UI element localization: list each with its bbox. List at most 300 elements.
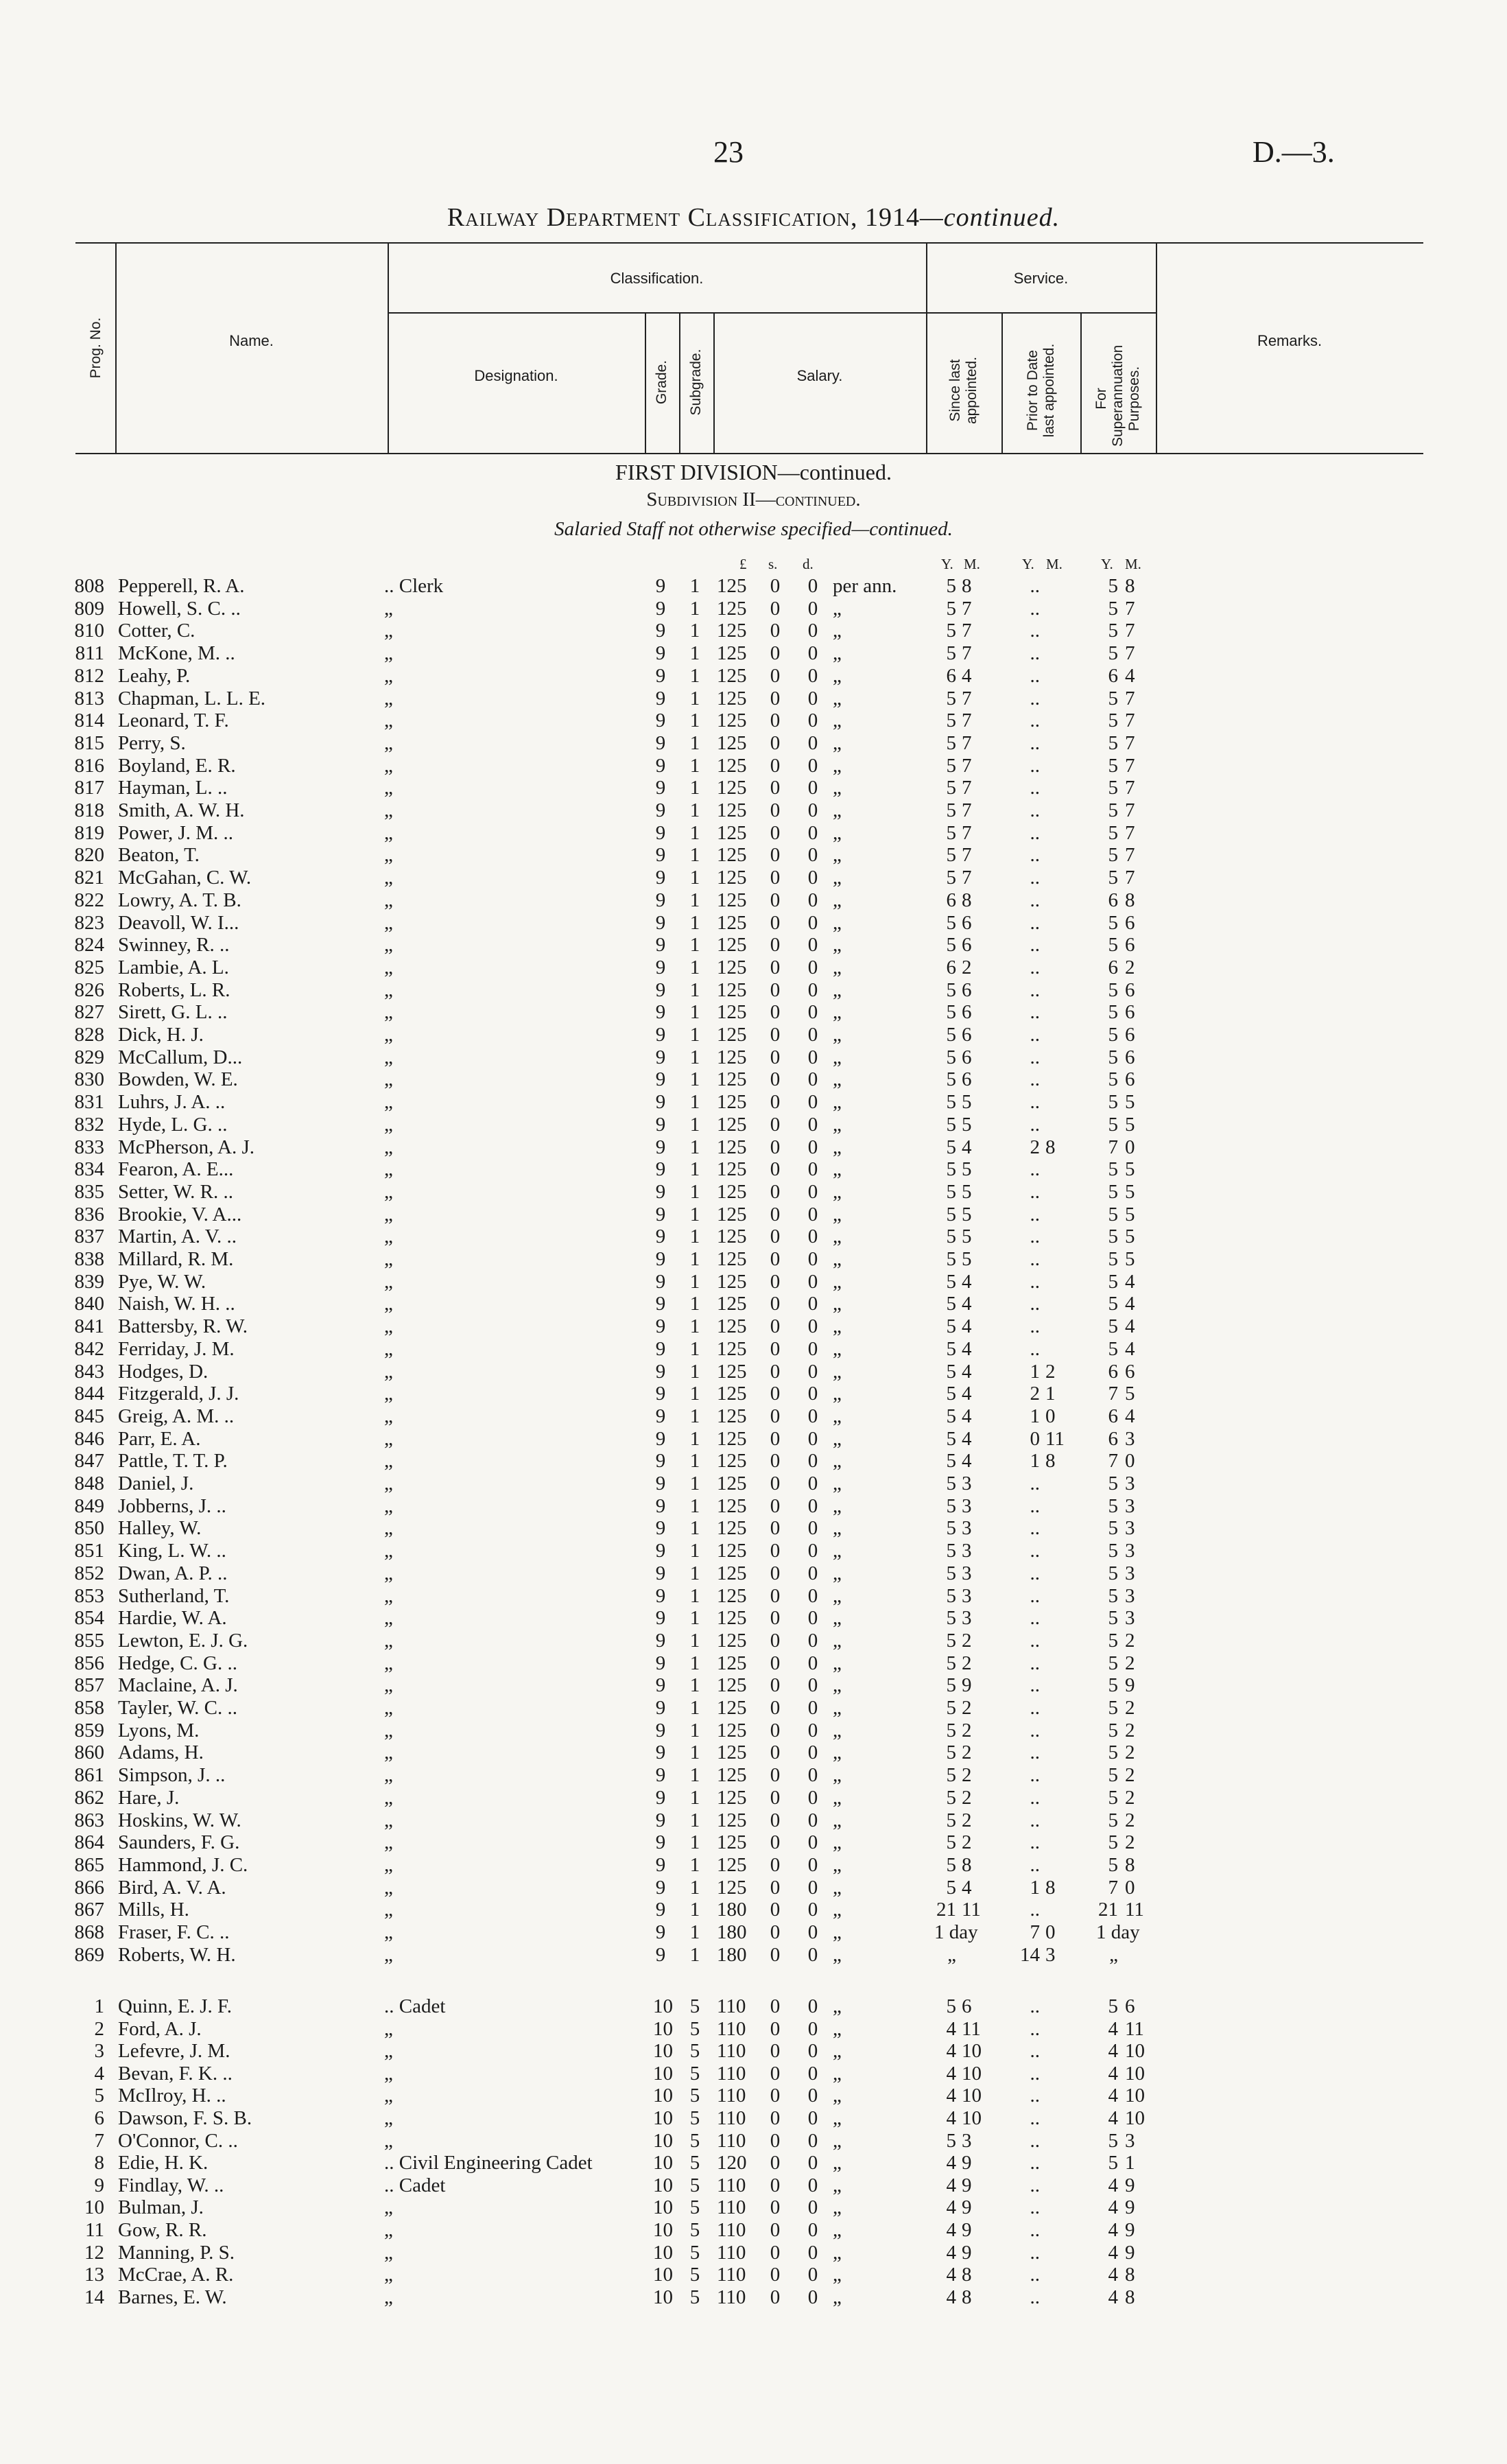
prior-months-cell: 8 bbox=[1045, 1450, 1056, 1472]
superannuation-years-cell: 5 bbox=[1108, 1652, 1118, 1674]
grade-cell: 10 bbox=[653, 2107, 673, 2129]
designation-cell: „ bbox=[384, 1270, 393, 1293]
grade-cell: 9 bbox=[655, 1450, 666, 1472]
salary-pounds-cell: 125 bbox=[717, 1225, 747, 1248]
superannuation-years-cell: 5 bbox=[1108, 687, 1118, 709]
name-cell: Sirett, G. L. .. bbox=[118, 1001, 228, 1024]
salary-per-cell: „ bbox=[833, 1248, 842, 1270]
subgrade-cell: 5 bbox=[689, 2196, 700, 2219]
subgrade-cell: 1 bbox=[689, 620, 700, 642]
salary-pence-cell: 0 bbox=[807, 1091, 818, 1114]
salary-per-cell: „ bbox=[833, 1876, 842, 1899]
designation-cell: „ bbox=[384, 821, 393, 844]
salary-per-cell: „ bbox=[833, 1540, 842, 1562]
subgrade-cell: 1 bbox=[689, 1405, 700, 1427]
superannuation-months-cell: 6 bbox=[1125, 1046, 1135, 1068]
superannuation-months-cell: 2 bbox=[1125, 1697, 1135, 1719]
since-last-years-cell: 4 bbox=[946, 2040, 956, 2063]
designation-cell: „ bbox=[384, 620, 393, 642]
prior-years-cell: .. bbox=[1030, 642, 1040, 665]
since-last-years-cell: 5 bbox=[946, 1360, 956, 1383]
superannuation-years-cell: 5 bbox=[1108, 597, 1118, 620]
since-last-years-cell: 5 bbox=[946, 1540, 956, 1562]
prior-years-cell: .. bbox=[1030, 1652, 1040, 1674]
grade-cell: 9 bbox=[655, 664, 666, 687]
since-last-years-cell: 5 bbox=[946, 1270, 956, 1293]
since-last-years-cell: 5 bbox=[946, 1629, 956, 1652]
grade-cell: 9 bbox=[655, 799, 666, 821]
subgrade-cell: 1 bbox=[689, 1383, 700, 1405]
prog-no-cell: 862 bbox=[74, 1786, 104, 1809]
superannuation-years-cell: 6 bbox=[1108, 956, 1118, 978]
salary-per-cell: „ bbox=[833, 1562, 842, 1584]
since-last-years-cell: 5 bbox=[946, 1674, 956, 1697]
prog-no-cell: 867 bbox=[74, 1899, 104, 1921]
salary-pence-cell: 0 bbox=[807, 620, 818, 642]
table-row bbox=[0, 2219, 1507, 2241]
table-row bbox=[0, 1338, 1507, 1360]
salary-shillings-cell: 0 bbox=[770, 1046, 781, 1068]
table-row bbox=[0, 2264, 1507, 2286]
prior-years-cell: .. bbox=[1030, 2017, 1040, 2040]
grade-cell: 9 bbox=[655, 1786, 666, 1809]
subgrade-cell: 1 bbox=[689, 1427, 700, 1450]
salary-pounds-cell: 125 bbox=[717, 777, 747, 799]
since-last-years-cell: 5 bbox=[946, 1876, 956, 1899]
since-last-years-cell: 5 bbox=[946, 1562, 956, 1584]
salary-pence-cell: 0 bbox=[807, 2040, 818, 2063]
unit-months-1: M. bbox=[964, 556, 980, 572]
salary-pence-cell: 0 bbox=[807, 1136, 818, 1158]
designation-cell: „ bbox=[384, 1248, 393, 1270]
salary-per-cell: „ bbox=[833, 867, 842, 889]
grade-cell: 9 bbox=[655, 1472, 666, 1494]
grade-cell: 9 bbox=[655, 1113, 666, 1136]
salary-per-cell: „ bbox=[833, 2085, 842, 2107]
grade-cell: 9 bbox=[655, 1494, 666, 1517]
designation-cell: „ bbox=[384, 2286, 393, 2308]
since-last-months-cell: 8 bbox=[962, 575, 972, 597]
prog-no-cell: 821 bbox=[74, 867, 104, 889]
designation-cell: „ bbox=[384, 1113, 393, 1136]
salary-per-cell: „ bbox=[833, 1091, 842, 1114]
salary-pounds-cell: 110 bbox=[717, 1995, 746, 2017]
superannuation-years-cell: 5 bbox=[1108, 1315, 1118, 1338]
prior-years-cell: .. bbox=[1030, 1831, 1040, 1854]
grade-cell: 10 bbox=[653, 2062, 673, 2085]
grade-cell: 9 bbox=[655, 1876, 666, 1899]
name-cell: Halley, W. bbox=[118, 1517, 202, 1540]
salary-pounds-cell: 110 bbox=[717, 2040, 746, 2063]
salary-pence-cell: 0 bbox=[807, 2264, 818, 2286]
salary-pounds-cell: 125 bbox=[717, 1024, 747, 1046]
name-cell: Howell, S. C. .. bbox=[118, 597, 241, 620]
designation-cell: „ bbox=[384, 1697, 393, 1719]
table-row bbox=[0, 1854, 1507, 1876]
designation-cell: „ bbox=[384, 1540, 393, 1562]
since-last-years-cell: 4 bbox=[946, 2219, 956, 2241]
prior-years-cell: .. bbox=[1030, 620, 1040, 642]
prog-no-cell: 852 bbox=[74, 1562, 104, 1584]
salary-per-cell: „ bbox=[833, 1360, 842, 1383]
salary-pounds-cell: 180 bbox=[717, 1921, 747, 1943]
table-row bbox=[0, 1741, 1507, 1763]
prog-no-cell: 866 bbox=[74, 1876, 104, 1899]
since-last-years-cell: 5 bbox=[946, 1315, 956, 1338]
salary-pounds-cell: 125 bbox=[717, 1046, 747, 1068]
superannuation-years-cell: 5 bbox=[1108, 1853, 1118, 1876]
salary-pounds-cell: 125 bbox=[717, 867, 747, 889]
header-superannuation: For Superannuation Purposes. bbox=[1093, 344, 1142, 447]
since-last-months-cell: 7 bbox=[962, 709, 972, 732]
name-cell: Hardie, W. A. bbox=[118, 1607, 227, 1630]
superannuation-months-cell: 8 bbox=[1125, 2264, 1135, 2286]
superannuation-years-cell: 5 bbox=[1108, 1517, 1118, 1540]
table-row bbox=[0, 1809, 1507, 1831]
since-last-months-cell: 6 bbox=[962, 1046, 972, 1068]
designation-cell: „ bbox=[384, 1203, 393, 1225]
table-row bbox=[0, 912, 1507, 934]
prog-no-cell: 857 bbox=[74, 1674, 104, 1697]
since-last-years-cell: „ bbox=[947, 1943, 956, 1966]
salary-per-cell: „ bbox=[833, 1203, 842, 1225]
salary-pounds-cell: 125 bbox=[717, 1383, 747, 1405]
subgrade-cell: 1 bbox=[689, 844, 700, 867]
prior-years-cell: .. bbox=[1030, 1180, 1040, 1203]
salary-pounds-cell: 125 bbox=[717, 1293, 747, 1315]
superannuation-years-cell: 5 bbox=[1108, 1674, 1118, 1697]
salary-pounds-cell: 125 bbox=[717, 1203, 747, 1225]
since-last-months-cell: 5 bbox=[962, 1158, 972, 1181]
salary-pence-cell: 0 bbox=[807, 2152, 818, 2174]
superannuation-months-cell: 11 bbox=[1125, 2017, 1144, 2040]
since-last-years-cell: 5 bbox=[946, 777, 956, 799]
prior-months-cell: 0 bbox=[1045, 1405, 1056, 1427]
designation-cell: „ bbox=[384, 1764, 393, 1787]
salary-per-cell: „ bbox=[833, 1674, 842, 1697]
superannuation-years-cell: 1 day bbox=[1096, 1921, 1140, 1943]
designation-cell: „ bbox=[384, 1001, 393, 1024]
salary-per-cell: „ bbox=[833, 2241, 842, 2264]
prog-no-cell: 834 bbox=[74, 1158, 104, 1181]
prog-no-cell: 854 bbox=[74, 1607, 104, 1630]
table-row bbox=[0, 1764, 1507, 1786]
salary-per-cell: „ bbox=[833, 754, 842, 777]
since-last-months-cell: 11 bbox=[962, 2017, 981, 2040]
prior-years-cell: 7 bbox=[1030, 1921, 1040, 1943]
table-row bbox=[0, 1995, 1507, 2017]
salary-pounds-cell: 110 bbox=[717, 2062, 746, 2085]
salary-shillings-cell: 0 bbox=[770, 978, 781, 1001]
subgrade-cell: 1 bbox=[689, 731, 700, 754]
salary-per-cell: „ bbox=[833, 709, 842, 732]
superannuation-years-cell: 6 bbox=[1108, 1360, 1118, 1383]
superannuation-years-cell: 4 bbox=[1108, 2174, 1118, 2196]
designation-cell: „ bbox=[384, 1293, 393, 1315]
prog-no-cell: 855 bbox=[74, 1629, 104, 1652]
table-row bbox=[0, 620, 1507, 642]
unit-months-3: M. bbox=[1125, 556, 1141, 572]
superannuation-years-cell: 4 bbox=[1108, 2196, 1118, 2219]
salary-pounds-cell: 110 bbox=[717, 2017, 746, 2040]
subgrade-cell: 1 bbox=[689, 1180, 700, 1203]
since-last-years-cell: 5 bbox=[946, 1764, 956, 1787]
since-last-months-cell: 2 bbox=[962, 1741, 972, 1764]
table-row bbox=[0, 642, 1507, 664]
prior-years-cell: .. bbox=[1030, 1995, 1040, 2017]
grade-cell: 10 bbox=[653, 2174, 673, 2196]
table-row bbox=[0, 732, 1507, 754]
salary-pounds-cell: 125 bbox=[717, 978, 747, 1001]
subgrade-cell: 1 bbox=[689, 575, 700, 597]
salary-shillings-cell: 0 bbox=[770, 1113, 781, 1136]
superannuation-months-cell: 7 bbox=[1125, 620, 1135, 642]
salary-pence-cell: 0 bbox=[807, 597, 818, 620]
prior-years-cell: .. bbox=[1030, 2152, 1040, 2174]
name-cell: McCrae, A. R. bbox=[118, 2264, 234, 2286]
designation-cell: „ bbox=[384, 799, 393, 821]
designation-cell: „ bbox=[384, 2219, 393, 2241]
name-cell: Bulman, J. bbox=[118, 2196, 204, 2219]
salary-pounds-cell: 125 bbox=[717, 731, 747, 754]
subgrade-cell: 1 bbox=[689, 1248, 700, 1270]
subgrade-cell: 1 bbox=[689, 1786, 700, 1809]
superannuation-months-cell: 6 bbox=[1125, 1360, 1135, 1383]
table-row bbox=[0, 1831, 1507, 1853]
salary-pence-cell: 0 bbox=[807, 1203, 818, 1225]
prior-years-cell: .. bbox=[1030, 889, 1040, 911]
salary-shillings-cell: 0 bbox=[770, 709, 781, 732]
salary-pence-cell: 0 bbox=[807, 2085, 818, 2107]
unit-pound: £ bbox=[739, 556, 747, 572]
table-row bbox=[0, 1158, 1507, 1180]
prior-years-cell: 2 bbox=[1030, 1136, 1040, 1158]
salary-pounds-cell: 125 bbox=[717, 1001, 747, 1024]
salary-per-cell: „ bbox=[833, 2196, 842, 2219]
prior-years-cell: 2 bbox=[1030, 1383, 1040, 1405]
subdivision-heading: Subdivision II—continued. bbox=[646, 489, 861, 511]
superannuation-months-cell: 7 bbox=[1125, 754, 1135, 777]
salary-shillings-cell: 0 bbox=[770, 1360, 781, 1383]
salary-shillings-cell: 0 bbox=[770, 2085, 781, 2107]
classification-service-rule bbox=[388, 312, 1156, 314]
designation-cell: „ bbox=[384, 1315, 393, 1338]
grade-cell: 10 bbox=[653, 2286, 673, 2308]
superannuation-years-cell: 5 bbox=[1108, 1158, 1118, 1181]
prog-no-cell: 831 bbox=[74, 1091, 104, 1114]
prog-no-cell: 861 bbox=[74, 1764, 104, 1787]
subgrade-cell: 1 bbox=[689, 1540, 700, 1562]
name-cell: Adams, H. bbox=[118, 1741, 204, 1764]
salary-pence-cell: 0 bbox=[807, 1248, 818, 1270]
since-last-years-cell: 5 bbox=[946, 709, 956, 732]
table-row bbox=[0, 1204, 1507, 1225]
prog-no-cell: 5 bbox=[94, 2085, 104, 2107]
table-row bbox=[0, 1877, 1507, 1899]
staff-heading: Salaried Staff not otherwise specified—continued. bbox=[554, 518, 953, 540]
designation-cell: „ bbox=[384, 2107, 393, 2129]
prog-no-cell: 836 bbox=[74, 1203, 104, 1225]
name-cell: Saunders, F. G. bbox=[118, 1831, 240, 1854]
subgrade-cell: 1 bbox=[689, 934, 700, 957]
salary-shillings-cell: 0 bbox=[770, 1248, 781, 1270]
since-last-months-cell: 6 bbox=[962, 911, 972, 934]
superannuation-months-cell: 9 bbox=[1125, 2241, 1135, 2264]
since-last-years-cell: 5 bbox=[946, 934, 956, 957]
subgrade-cell: 1 bbox=[689, 1853, 700, 1876]
prog-no-cell: 844 bbox=[74, 1383, 104, 1405]
col-rule bbox=[1001, 312, 1003, 453]
prior-years-cell: .. bbox=[1030, 1853, 1040, 1876]
superannuation-months-cell: 7 bbox=[1125, 731, 1135, 754]
since-last-months-cell: 2 bbox=[962, 1629, 972, 1652]
grade-cell: 9 bbox=[655, 1068, 666, 1091]
name-cell: Naish, W. H. .. bbox=[118, 1293, 235, 1315]
name-cell: King, L. W. .. bbox=[118, 1540, 226, 1562]
salary-pence-cell: 0 bbox=[807, 2129, 818, 2152]
salary-per-cell: „ bbox=[833, 1472, 842, 1494]
superannuation-years-cell: 5 bbox=[1108, 1203, 1118, 1225]
salary-per-cell: „ bbox=[833, 1899, 842, 1921]
prior-years-cell: .. bbox=[1030, 1293, 1040, 1315]
since-last-years-cell: 5 bbox=[946, 1697, 956, 1719]
subgrade-cell: 5 bbox=[689, 2017, 700, 2040]
salary-pounds-cell: 125 bbox=[717, 1629, 747, 1652]
since-last-months-cell: 5 bbox=[962, 1180, 972, 1203]
grade-cell: 9 bbox=[655, 1046, 666, 1068]
salary-pounds-cell: 125 bbox=[717, 1584, 747, 1607]
designation-cell: „ bbox=[384, 597, 393, 620]
salary-pounds-cell: 125 bbox=[717, 1405, 747, 1427]
since-last-months-cell: 9 bbox=[962, 2196, 972, 2219]
subgrade-cell: 1 bbox=[689, 664, 700, 687]
prior-years-cell: .. bbox=[1030, 1540, 1040, 1562]
since-last-months-cell: 5 bbox=[962, 1225, 972, 1248]
name-cell: Swinney, R. .. bbox=[118, 934, 230, 957]
prog-no-cell: 865 bbox=[74, 1853, 104, 1876]
designation-cell: „ bbox=[384, 1068, 393, 1091]
superannuation-months-cell: 7 bbox=[1125, 597, 1135, 620]
since-last-years-cell: 4 bbox=[946, 2017, 956, 2040]
prior-years-cell: .. bbox=[1030, 2196, 1040, 2219]
prior-months-cell: 3 bbox=[1045, 1943, 1056, 1966]
salary-pounds-cell: 110 bbox=[717, 2129, 746, 2152]
salary-pence-cell: 0 bbox=[807, 1068, 818, 1091]
subgrade-cell: 1 bbox=[689, 1741, 700, 1764]
since-last-months-cell: 3 bbox=[962, 1607, 972, 1630]
superannuation-years-cell: 5 bbox=[1108, 709, 1118, 732]
superannuation-years-cell: 4 bbox=[1108, 2017, 1118, 2040]
salary-per-cell: „ bbox=[833, 821, 842, 844]
prior-years-cell: .. bbox=[1030, 1225, 1040, 1248]
table-row bbox=[0, 799, 1507, 821]
salary-per-cell: „ bbox=[833, 1024, 842, 1046]
name-cell: Dwan, A. P. .. bbox=[118, 1562, 228, 1584]
prior-years-cell: .. bbox=[1030, 1786, 1040, 1809]
salary-per-cell: „ bbox=[833, 1809, 842, 1831]
salary-shillings-cell: 0 bbox=[770, 2152, 781, 2174]
since-last-years-cell: 5 bbox=[946, 731, 956, 754]
grade-cell: 10 bbox=[653, 2241, 673, 2264]
table-row bbox=[0, 1136, 1507, 1158]
table-row bbox=[0, 2286, 1507, 2308]
grade-cell: 10 bbox=[653, 2264, 673, 2286]
name-cell: Lowry, A. T. B. bbox=[118, 889, 241, 911]
table-row bbox=[0, 2040, 1507, 2062]
superannuation-years-cell: 21 bbox=[1098, 1899, 1118, 1921]
since-last-years-cell: 4 bbox=[946, 2264, 956, 2286]
salary-shillings-cell: 0 bbox=[770, 2219, 781, 2241]
table-row bbox=[0, 1181, 1507, 1203]
salary-pence-cell: 0 bbox=[807, 1876, 818, 1899]
designation-cell: „ bbox=[384, 889, 393, 911]
superannuation-years-cell: 4 bbox=[1108, 2286, 1118, 2308]
prior-years-cell: .. bbox=[1030, 1719, 1040, 1741]
salary-shillings-cell: 0 bbox=[770, 1629, 781, 1652]
subgrade-cell: 1 bbox=[689, 1876, 700, 1899]
salary-pounds-cell: 125 bbox=[717, 664, 747, 687]
salary-shillings-cell: 0 bbox=[770, 1203, 781, 1225]
since-last-months-cell: 2 bbox=[962, 1719, 972, 1741]
superannuation-years-cell: 4 bbox=[1108, 2062, 1118, 2085]
since-last-months-cell: 4 bbox=[962, 1360, 972, 1383]
superannuation-months-cell: 4 bbox=[1125, 1337, 1135, 1360]
salary-pounds-cell: 125 bbox=[717, 1136, 747, 1158]
superannuation-years-cell: 5 bbox=[1108, 934, 1118, 957]
salary-per-cell: „ bbox=[833, 1584, 842, 1607]
since-last-years-cell: 5 bbox=[946, 597, 956, 620]
since-last-years-cell: 5 bbox=[946, 867, 956, 889]
title-continued: —continued. bbox=[919, 203, 1060, 232]
division-heading: FIRST DIVISION—continued. bbox=[615, 460, 892, 484]
since-last-years-cell: 4 bbox=[946, 2286, 956, 2308]
prog-no-cell: 4 bbox=[94, 2062, 104, 2085]
since-last-months-cell: 10 bbox=[962, 2107, 982, 2129]
prog-no-cell: 830 bbox=[74, 1068, 104, 1091]
since-last-years-cell: 5 bbox=[946, 1494, 956, 1517]
salary-shillings-cell: 0 bbox=[770, 2040, 781, 2063]
prog-no-cell: 819 bbox=[74, 821, 104, 844]
name-cell: Bevan, F. K. .. bbox=[118, 2062, 233, 2085]
since-last-months-cell: 7 bbox=[962, 620, 972, 642]
designation-cell: „ bbox=[384, 1046, 393, 1068]
grade-cell: 9 bbox=[655, 754, 666, 777]
grade-cell: 9 bbox=[655, 889, 666, 911]
salary-per-cell: „ bbox=[833, 731, 842, 754]
salary-pence-cell: 0 bbox=[807, 709, 818, 732]
salary-pence-cell: 0 bbox=[807, 1337, 818, 1360]
salary-pounds-cell: 125 bbox=[717, 1091, 747, 1114]
superannuation-months-cell: 2 bbox=[1125, 1652, 1135, 1674]
prior-years-cell: .. bbox=[1030, 754, 1040, 777]
subgrade-cell: 5 bbox=[689, 2129, 700, 2152]
superannuation-years-cell: 5 bbox=[1108, 1809, 1118, 1831]
superannuation-months-cell: 11 bbox=[1125, 1899, 1144, 1921]
subgrade-cell: 1 bbox=[689, 1697, 700, 1719]
superannuation-years-cell: 5 bbox=[1108, 821, 1118, 844]
table-row bbox=[0, 2242, 1507, 2264]
salary-pounds-cell: 125 bbox=[717, 1248, 747, 1270]
designation-cell: „ bbox=[384, 1629, 393, 1652]
since-last-months-cell: 7 bbox=[962, 821, 972, 844]
salary-per-cell: „ bbox=[833, 844, 842, 867]
salary-per-cell: „ bbox=[833, 597, 842, 620]
salary-per-cell: „ bbox=[833, 1494, 842, 1517]
name-cell: Hodges, D. bbox=[118, 1360, 209, 1383]
prior-years-cell: .. bbox=[1030, 1337, 1040, 1360]
name-cell: Mills, H. bbox=[118, 1899, 189, 1921]
superannuation-years-cell: 5 bbox=[1108, 1270, 1118, 1293]
